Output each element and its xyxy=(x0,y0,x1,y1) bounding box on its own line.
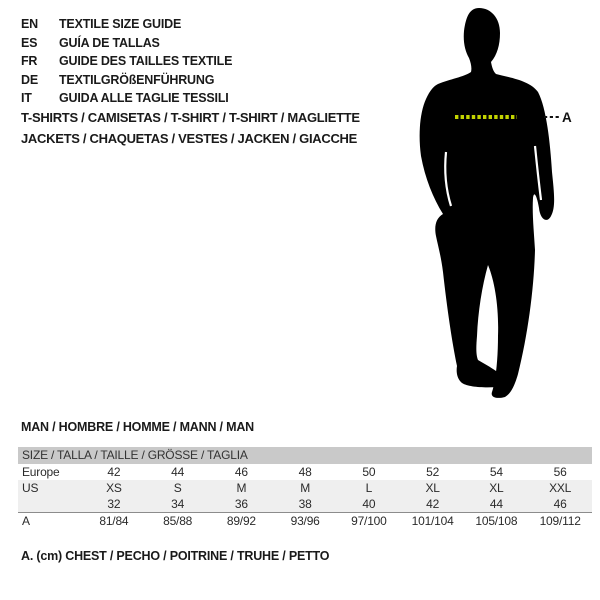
lang-label: GUIDA ALLE TAGLIE TESSILI xyxy=(59,91,229,106)
table-row-europe xyxy=(18,464,592,480)
lang-code: EN xyxy=(21,17,38,31)
lang-label: TEXTILE SIZE GUIDE xyxy=(59,17,182,31)
language-list xyxy=(21,15,232,108)
size-cell: 85/88 xyxy=(163,514,193,528)
size-cell: 109/112 xyxy=(539,514,581,528)
lang-label: GUIDE DES TAILLES TEXTILE xyxy=(59,54,233,69)
size-cell: 42 xyxy=(107,465,121,479)
size-cell: 32 xyxy=(107,497,121,511)
size-cell: 46 xyxy=(234,465,248,479)
size-cell: M xyxy=(236,481,247,495)
size-cell: 105/108 xyxy=(475,514,518,528)
lang-code: IT xyxy=(21,91,32,106)
lang-item-fr xyxy=(21,52,232,71)
lang-code: DE xyxy=(21,72,38,87)
size-cell: 89/92 xyxy=(226,514,256,528)
section-title-man: MAN / HOMBRE / HOMME / MANN / MAN xyxy=(21,420,254,434)
size-cell: 52 xyxy=(426,465,440,479)
size-cell: 81/84 xyxy=(99,514,129,528)
size-cell: 97/100 xyxy=(351,514,387,528)
size-cell: 54 xyxy=(489,465,503,479)
size-cell: 50 xyxy=(362,465,376,479)
table-row-a-chest xyxy=(18,512,592,530)
lang-item-it xyxy=(21,89,232,108)
size-cell: S xyxy=(173,481,182,495)
size-cell: 48 xyxy=(298,465,312,479)
lang-label: TEXTILGRÖßENFÜHRUNG xyxy=(59,72,215,87)
table-row-unlabeled xyxy=(18,496,592,512)
lang-code: FR xyxy=(21,54,38,69)
size-cell: XL xyxy=(425,481,440,495)
category-jackets-line: JACKETS / CHAQUETAS / VESTES / JACKEN / GIACCHE xyxy=(21,131,357,146)
size-cell: 56 xyxy=(553,465,567,479)
size-cell: 44 xyxy=(489,497,503,511)
size-cell: 44 xyxy=(171,465,185,479)
row-label: A xyxy=(22,514,30,528)
lang-item-es xyxy=(21,34,232,53)
size-cell: L xyxy=(365,481,373,495)
size-cell: 34 xyxy=(171,497,185,511)
silhouette-graphic xyxy=(405,0,600,410)
lang-code: ES xyxy=(21,35,38,50)
size-cell: M xyxy=(300,481,311,495)
size-cell: 101/104 xyxy=(411,514,454,528)
size-cell: 93/96 xyxy=(290,514,320,528)
size-cell: XS xyxy=(106,481,122,495)
size-cell: 36 xyxy=(234,497,248,511)
table-row-us xyxy=(18,480,592,496)
row-label xyxy=(18,496,82,512)
garment-category xyxy=(21,107,360,149)
size-cell: 46 xyxy=(553,497,567,511)
man-silhouette-shape xyxy=(420,8,555,398)
size-cell: 38 xyxy=(298,497,312,511)
lang-item-en xyxy=(21,15,232,34)
size-table xyxy=(18,447,592,530)
row-label: Europe xyxy=(22,465,60,479)
size-cell: 42 xyxy=(426,497,440,511)
category-tshirts-line: T-SHIRTS / CAMISETAS / T-SHIRT / T-SHIRT / MAGLIETTE xyxy=(21,110,360,125)
measure-label-a: A xyxy=(562,110,572,125)
row-label: US xyxy=(22,481,39,495)
size-cell: XL xyxy=(489,481,504,495)
footnote-chest-measure: A. (cm) CHEST / PECHO / POITRINE / TRUHE / PETTO xyxy=(21,549,330,563)
size-cell: 40 xyxy=(362,497,376,511)
lang-item-de xyxy=(21,71,232,90)
man-silhouette-figure xyxy=(405,0,600,410)
size-table-header: SIZE / TALLA / TAILLE / GRÖSSE / TAGLIA xyxy=(18,447,592,464)
lang-label: GUÍA DE TALLAS xyxy=(59,35,160,50)
size-cell: XXL xyxy=(549,481,572,495)
